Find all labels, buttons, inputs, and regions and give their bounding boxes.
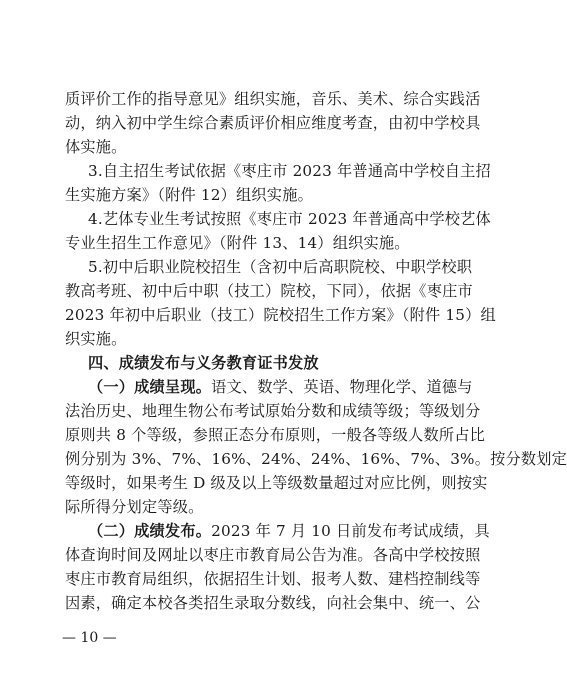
body-line: 专业生招生工作意见》（附件 13、14）组织实施。 (65, 234, 410, 252)
body-line: 例分别为 3%、7%、16%、24%、24%、16%、7%、3%。按分数划定 (65, 450, 567, 468)
body-line: 际所得分划定等级。 (65, 498, 204, 516)
body-line: 动，纳入初中学生综合素质评价相应维度考查，由初中学校具 (65, 114, 481, 132)
body-line: 体实施。 (65, 138, 127, 156)
subsection-title: （二）成绩发布。 (88, 522, 212, 540)
body-line: 教高考班、初中后中职（技工）院校，下同），依据《枣庄市 (65, 282, 473, 300)
paragraph-first-line (88, 377, 473, 397)
body-line: 3.自主招生考试依据《枣庄市 2023 年普通高中学校自主招 (88, 162, 491, 180)
body-line: 因素，确定本校各类招生录取分数线，向社会集中、统一、公 (65, 594, 481, 612)
body-text: 语文、数学、英语、物理化学、道德与 (211, 378, 473, 396)
body-line: 原则共 8 个等级，参照正态分布原则，一般各等级人数所占比 (65, 426, 485, 444)
subsection-title: （一）成绩呈现。 (88, 378, 212, 396)
section-heading: 四、成绩发布与义务教育证书发放 (88, 354, 319, 372)
body-line: 枣庄市教育局组织，依据招生计划、报考人数、建档控制线等 (65, 570, 481, 588)
body-line: 4.艺体专业生考试按照《枣庄市 2023 年普通高中学校艺体 (88, 210, 491, 228)
body-line: 质评价工作的指导意见》组织实施，音乐、美术、综合实践活 (65, 90, 481, 108)
body-line: 5.初中后职业院校招生（含初中后高职院校、中职学校职 (88, 258, 473, 276)
body-line: 2023 年初中后职业（技工）院校招生工作方案》（附件 15）组 (65, 306, 496, 324)
body-line: 等级时，如果考生 D 级及以上等级数量超过对应比例，则按实 (65, 474, 488, 492)
body-line: 体查询时间及网址以枣庄市教育局公告为准。各高中学校按照 (65, 546, 481, 564)
body-line: 生实施方案》（附件 12）组织实施。 (65, 186, 313, 204)
paragraph-first-line (88, 521, 490, 541)
page-number: — 10 — (62, 630, 117, 646)
body-text: 2023 年 7 月 10 日前发布考试成绩，具 (211, 522, 490, 540)
body-line: 法治历史、地理生物公布考试原始分数和成绩等级；等级划分 (65, 402, 481, 420)
body-line: 织实施。 (65, 330, 127, 348)
